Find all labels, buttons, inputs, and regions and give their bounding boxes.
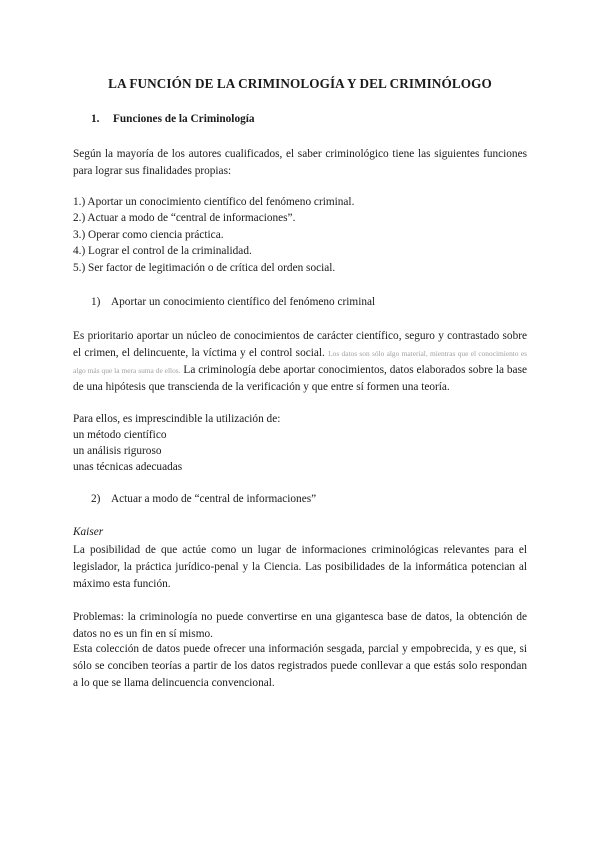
section-number: 1. — [91, 113, 100, 125]
paragraph-text-continued: La criminología debe aportar conocimientos, datos elaborados sobre la base de una hipótesis que transcienda de la verificación y que entre sí formen una teoría. — [73, 364, 527, 393]
method-item-1: un método científico — [73, 429, 167, 441]
function-item-5: 5.) Ser factor de legitimación o de crítica del orden social. — [73, 262, 336, 274]
author-name: Kaiser — [73, 526, 104, 538]
method-item-3: unas técnicas adecuadas — [73, 461, 183, 473]
kaiser-paragraph: La posibilidad de que actúe como un lugar de informaciones criminológicas relevantes para el legislador, la práctica jurídico-penal y la Ciencia. Las posibilidades de la informática potencian al máximo esta función. — [73, 544, 527, 590]
section-title: Funciones de la Criminología — [113, 113, 255, 125]
subsection-number: 1) — [91, 296, 101, 308]
methods-intro: Para ellos, es imprescindible la utilización de: — [73, 413, 281, 425]
subsection-heading-2 — [91, 493, 316, 505]
function-item-4: 4.) Lograr el control de la criminalidad. — [73, 245, 252, 257]
intro-paragraph: Según la mayoría de los autores cualificados, el saber criminológico tiene las siguientes funciones para lograr sus finalidades propias: — [73, 148, 527, 177]
subsection-number: 2) — [91, 493, 101, 505]
page-title: LA FUNCIÓN DE LA CRIMINOLOGÍA Y DEL CRIMINÓLOGO — [108, 76, 492, 91]
method-item-2: un análisis riguroso — [73, 445, 162, 457]
subsection-heading-1 — [91, 296, 375, 308]
data-collection-paragraph: Esta colección de datos puede ofrecer una información sesgada, parcial y empobrecida, y es que, si sólo se conciben teorías a partir de los datos registrados puede conllevar a que estás solo respondan a lo que se llama delincuencia convencional. — [73, 643, 527, 689]
subsection-title: Actuar a modo de “central de informaciones” — [111, 493, 317, 505]
faded-note: Los datos son sólo algo material, mientras que el conocimiento es algo más que la mera suma de ellos. — [73, 349, 528, 375]
paragraph-text: Es prioritario aportar un núcleo de conocimientos de carácter científico, seguro y contrastado sobre el crimen, el delincuente, la víctima y el control social. — [73, 330, 527, 359]
problems-paragraph: Problemas: la criminología no puede convertirse en una gigantesca base de datos, la obtención de datos no es un fin en sí mismo. — [73, 611, 527, 640]
subsection-title: Aportar un conocimiento científico del fenómeno criminal — [111, 296, 376, 308]
function-item-1: 1.) Aportar un conocimiento científico del fenómeno criminal. — [73, 196, 355, 208]
function-item-2: 2.) Actuar a modo de “central de informaciones”. — [73, 212, 296, 224]
science-paragraph — [73, 328, 527, 396]
function-item-3: 3.) Operar como ciencia práctica. — [73, 229, 224, 241]
section-heading-1 — [91, 113, 255, 125]
